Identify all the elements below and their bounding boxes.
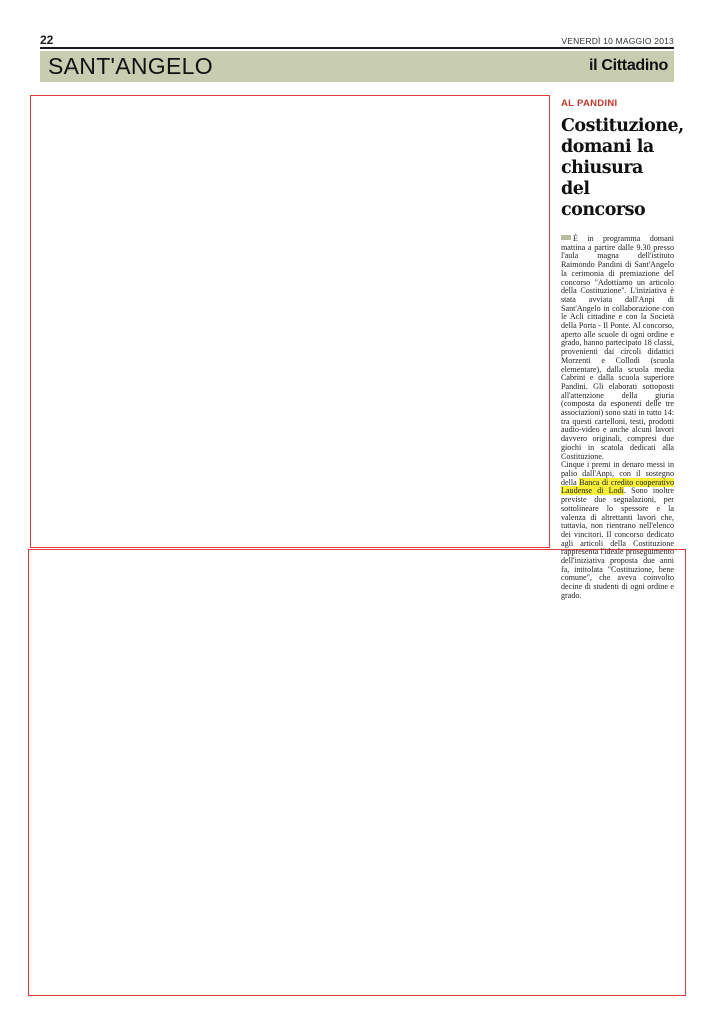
issue-date: VENERDÌ 10 MAGGIO 2013 [561,36,674,46]
section-band [40,51,674,82]
ad-box-bottom [28,549,686,996]
article-paragraph-text: . Sono inoltre previste due segnalazioni, per sottolineare lo spessore e la valenza di altrettanti lavori che, tuttavia, non rientrano nell'elenco dei vincitori. Il concorso dedicato agli articoli della Costituzione rappresenta l'ideale proseguimento dell'iniziativa proposta due anni fa, intitolata "Costituzione, bene comune", che aveva coinvolto decine di studenti di ogni ordine e grado. [561,486,675,600]
ad-box-top [30,95,550,548]
article-paragraph [561,235,674,461]
masthead-logo: il Cittadino [588,57,668,74]
article-kicker: AL PANDINI [561,98,618,109]
highlighted-text: Banca di credito cooperativo Laudense di Lodi [561,477,674,496]
lead-marker [561,235,571,240]
article-paragraph [561,461,674,600]
article-paragraph-text: È in programma domani mattina a partire dalle 9.30 presso l'aula magna dell'istituto Raimondo Pandini di Sant'Angelo la cerimonia di premiazione del concorso "Adottiamo un articolo della Costituzione". L'iniziativa è stata avviata dall'Anpi di Sant'Angelo in collaborazione con le Acli cittadine e con la Società della Porta - Il Ponte. Al concorso, aperto alle scuole di ogni ordine e grado, hanno partecipato 18 classi, provenienti dai circoli didattici Morzenti e Collodi (scuola elementare), dalla scuola media Cabrini e dalla scuola superiore Pandini. Gli elaborati sottoposti all'attenzione della giuria (composta da esponenti delle tre associazioni) sono stati in tutto 14: tra questi cartelloni, testi, prodotti audio-video e anche alcuni lavori davvero originali, compresi due giochi in scatola dedicati alla Costituzione. [561,234,674,461]
article-body [561,235,674,601]
section-title: SANT'ANGELO [48,53,213,79]
article-headline: Costituzione, domani la chiusura del concorso [561,116,684,220]
article [561,98,684,601]
article-paragraph-text: Cinque i premi in denaro messi in palio dall'Anpi, con il sostegno della [561,460,674,487]
top-rule [40,47,674,49]
page-number: 22 [40,33,54,47]
